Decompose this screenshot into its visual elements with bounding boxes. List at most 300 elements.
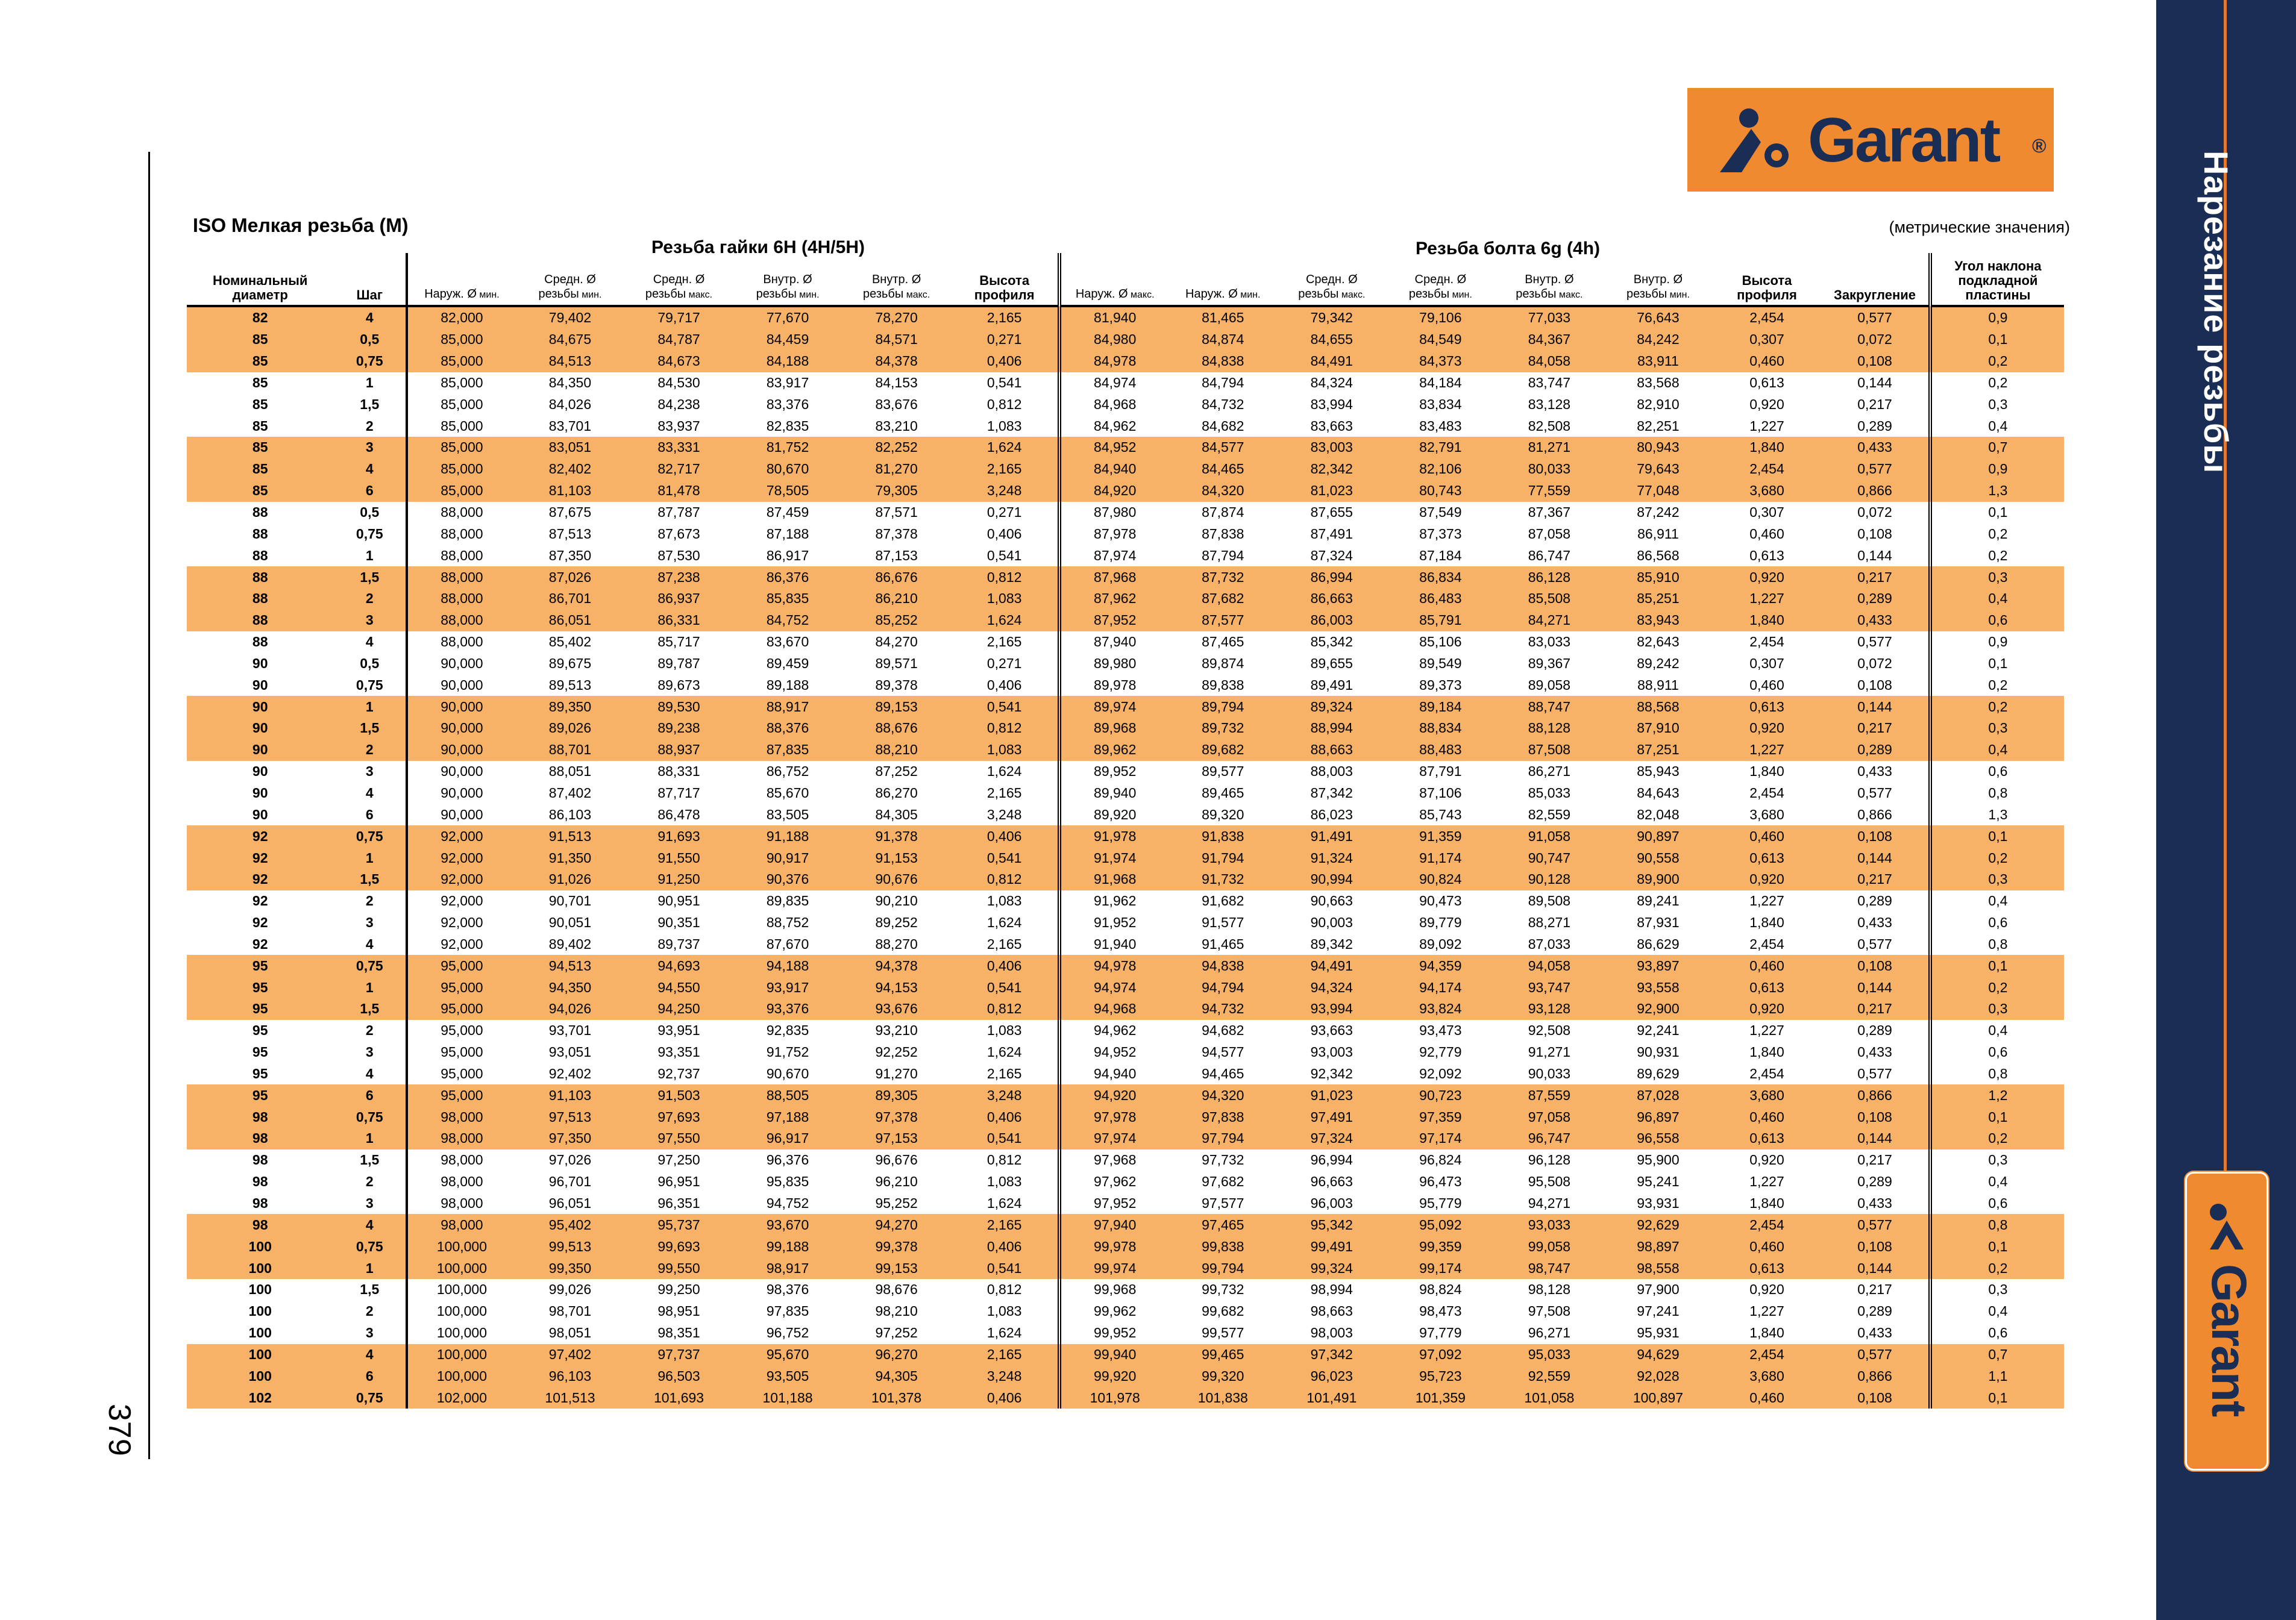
- column-header-text: подкладной: [1958, 273, 2038, 288]
- cell-value: 100,000: [407, 1236, 516, 1257]
- cell-value: 98,747: [1495, 1257, 1604, 1279]
- cell-value: 1,2: [1930, 1084, 2064, 1106]
- cell-value: 90,917: [733, 847, 842, 869]
- cell-value: 84,655: [1278, 329, 1387, 351]
- cell-value: 87,732: [1168, 566, 1278, 588]
- cell-pitch: 4: [333, 1344, 407, 1366]
- cell-value: 91,465: [1202, 936, 1244, 952]
- cell-value: 93,676: [842, 998, 951, 1020]
- cell-value: 98,994: [1310, 1281, 1353, 1298]
- cell-value: 90,670: [766, 1065, 809, 1081]
- cell-value: 95,508: [1528, 1174, 1571, 1190]
- cell-value: 0,433: [1857, 915, 1892, 931]
- cell-value: 0,4: [1930, 1171, 2064, 1193]
- cell-diameter: 100: [187, 1257, 333, 1279]
- cell-value: 1,624: [986, 1325, 1022, 1341]
- cell-value: 96,473: [1419, 1174, 1462, 1190]
- cell-value: 0,108: [1857, 677, 1892, 693]
- cell-value: 0,3: [1930, 566, 2064, 588]
- cell-value: 87,530: [657, 547, 700, 563]
- cell-value: 88,000: [407, 545, 516, 566]
- cell-value: 0,577: [1821, 306, 1930, 329]
- cell-value: 89,184: [1386, 696, 1495, 718]
- cell-value: 97,779: [1419, 1325, 1462, 1341]
- cell-value: 91,188: [733, 825, 842, 847]
- cell-value: 91,324: [1278, 847, 1387, 869]
- column-header-text: Угол наклона: [1954, 258, 2042, 274]
- cell-value: 87,791: [1419, 763, 1462, 780]
- cell-value: 89,513: [548, 677, 592, 693]
- cell-value: 94,250: [624, 998, 733, 1020]
- cell-value: 0,460: [1713, 1236, 1822, 1257]
- cell-value: 0,866: [1821, 1084, 1930, 1106]
- table-row: [187, 458, 2064, 480]
- table-row: [187, 1322, 2064, 1344]
- cell-value: 91,491: [1278, 825, 1387, 847]
- cell-value: 94,968: [1059, 998, 1168, 1020]
- table-row: [187, 869, 2064, 890]
- cell-value: 84,549: [1386, 329, 1495, 351]
- cell-value: 0,217: [1821, 869, 1930, 890]
- cell-diameter: 90: [187, 739, 333, 761]
- cell-value: 94,270: [842, 1214, 951, 1236]
- cell-value: 85,033: [1528, 784, 1571, 801]
- cell-value: 93,210: [875, 1022, 918, 1039]
- cell-value: 86,911: [1637, 525, 1679, 542]
- column-header-text: Средн. Ø: [1414, 273, 1467, 286]
- cell-diameter: 100: [248, 1281, 272, 1298]
- cell-value: 96,917: [733, 1128, 842, 1149]
- cell-value: 0,920: [1749, 1281, 1784, 1298]
- cell-value: 99,026: [548, 1281, 592, 1298]
- cell-value: 0,2: [1930, 674, 2064, 696]
- cell-value: 97,962: [1059, 1171, 1168, 1193]
- cell-value: 92,252: [875, 1044, 918, 1060]
- cell-value: 0,866: [1821, 1365, 1930, 1387]
- cell-value: 85,743: [1419, 806, 1462, 822]
- cell-diameter: 85: [187, 437, 333, 458]
- cell-value: 84,305: [875, 806, 918, 822]
- table-row: [187, 306, 2064, 329]
- cell-value: 0,866: [1821, 480, 1930, 502]
- cell-value: 86,568: [1637, 547, 1680, 563]
- cell-value: 94,794: [1168, 977, 1278, 998]
- cell-value: 91,250: [624, 869, 733, 890]
- cell-value: 94,962: [1059, 1020, 1168, 1042]
- cell-value: 83,128: [1528, 396, 1571, 412]
- cell-value: 0,6: [1930, 610, 2064, 631]
- cell-value: 99,940: [1059, 1344, 1168, 1366]
- cell-value: 0,3: [1930, 1279, 2064, 1301]
- cell-value: 85,000: [407, 415, 516, 437]
- cell-value: 0,2: [1930, 1128, 2064, 1149]
- cell-value: 89,673: [657, 677, 700, 693]
- cell-value: 97,732: [1202, 1152, 1244, 1168]
- cell-value: 2,454: [1749, 1065, 1784, 1081]
- cell-diameter: 85: [187, 458, 333, 480]
- cell-value: 91,271: [1528, 1044, 1571, 1060]
- cell-value: 95,670: [733, 1344, 842, 1366]
- cell-value: 81,465: [1168, 306, 1278, 329]
- cell-value: 0,307: [1749, 504, 1784, 521]
- table-row: [187, 351, 2064, 372]
- cell-value: 94,952: [1059, 1042, 1168, 1063]
- cell-value: 95,033: [1495, 1344, 1604, 1366]
- cell-value: 87,188: [766, 525, 809, 542]
- cell-value: 1,227: [1749, 418, 1784, 434]
- cell-value: 83,937: [657, 418, 700, 434]
- cell-value: 89,549: [1419, 655, 1462, 671]
- column-header: [1059, 253, 1168, 306]
- cell-value: 84,184: [1419, 374, 1462, 390]
- cell-value: 77,670: [733, 306, 842, 329]
- cell-value: 84,794: [1202, 374, 1244, 390]
- cell-value: 87,459: [766, 504, 809, 521]
- cell-pitch: 6: [333, 1365, 407, 1387]
- cell-value: 97,550: [624, 1128, 733, 1149]
- cell-value: 87,794: [1202, 547, 1244, 563]
- cell-value: 1,624: [986, 1044, 1022, 1060]
- cell-value: 80,943: [1604, 437, 1713, 458]
- cell-value: 0,144: [1857, 374, 1892, 390]
- cell-pitch: 4: [365, 936, 374, 952]
- cell-value: 79,402: [516, 306, 625, 329]
- cell-value: 96,897: [1604, 1106, 1713, 1128]
- cell-value: 83,917: [766, 374, 809, 390]
- cell-value: 0,460: [1749, 525, 1784, 542]
- cell-value: 81,271: [1495, 437, 1604, 458]
- cell-value: 86,701: [516, 588, 625, 610]
- cell-value: 84,577: [1168, 437, 1278, 458]
- cell-value: 0,144: [1821, 847, 1930, 869]
- cell-value: 0,577: [1857, 784, 1892, 801]
- cell-value: 84,242: [1604, 329, 1713, 351]
- cell-value: 87,910: [1604, 718, 1713, 739]
- cell-value: 97,241: [1637, 1303, 1680, 1319]
- cell-value: 99,491: [1278, 1236, 1387, 1257]
- table-row: [187, 372, 2064, 394]
- column-header-text: мин.: [1449, 290, 1472, 300]
- cell-value: 1,624: [951, 437, 1060, 458]
- cell-value: 0,406: [951, 1236, 1060, 1257]
- cell-value: 0,433: [1857, 1044, 1892, 1060]
- table-row: [187, 610, 2064, 631]
- cell-value: 80,743: [1386, 480, 1495, 502]
- cell-value: 94,550: [624, 977, 733, 998]
- cell-pitch: 1: [365, 547, 374, 563]
- cell-value: 0,577: [1857, 936, 1892, 952]
- cell-pitch: 4: [333, 306, 407, 329]
- cell-value: 88,376: [733, 718, 842, 739]
- cell-value: 95,092: [1386, 1214, 1495, 1236]
- cell-value: 84,571: [842, 329, 951, 351]
- table-row: [187, 631, 2064, 653]
- cell-value: 80,033: [1495, 458, 1604, 480]
- table-body: [187, 306, 2064, 1409]
- cell-pitch: 0,75: [333, 1236, 407, 1257]
- cell-diameter: 98: [187, 1106, 333, 1128]
- cell-value: 0,9: [1930, 458, 2064, 480]
- column-header: [1821, 253, 1930, 306]
- cell-value: 99,838: [1168, 1236, 1278, 1257]
- cell-value: 0,2: [1930, 847, 2064, 869]
- table-row: [187, 1063, 2064, 1085]
- cell-value: 96,558: [1604, 1128, 1713, 1149]
- cell-value: 91,174: [1386, 847, 1495, 869]
- cell-value: 99,513: [516, 1236, 625, 1257]
- cell-value: 0,433: [1857, 1325, 1892, 1341]
- cell-value: 0,8: [1930, 933, 2064, 955]
- cell-value: 0,433: [1857, 1195, 1892, 1212]
- cell-value: 89,491: [1310, 677, 1353, 693]
- cell-value: 93,931: [1637, 1195, 1680, 1212]
- cell-value: 91,270: [875, 1065, 918, 1081]
- cell-pitch: 1,5: [360, 1152, 380, 1168]
- cell-value: 99,058: [1495, 1236, 1604, 1257]
- cell-value: 92,028: [1604, 1365, 1713, 1387]
- cell-value: 85,943: [1637, 763, 1680, 780]
- cell-value: 79,717: [624, 306, 733, 329]
- cell-value: 97,940: [1059, 1214, 1168, 1236]
- cell-value: 86,210: [842, 588, 951, 610]
- cell-value: 85,000: [407, 458, 516, 480]
- cell-value: 90,351: [657, 915, 700, 931]
- cell-value: 0,577: [1821, 1344, 1930, 1366]
- column-header: [733, 253, 842, 306]
- cell-value: 89,940: [1059, 783, 1168, 804]
- table-row: [187, 545, 2064, 566]
- column-header-text: Внутр. Ø: [763, 273, 812, 286]
- cell-diameter: 98: [252, 1195, 268, 1212]
- cell-value: 97,974: [1059, 1128, 1168, 1149]
- cell-value: 1,227: [1713, 739, 1822, 761]
- cell-value: 97,378: [842, 1106, 951, 1128]
- garant-mark-icon: [2206, 1192, 2247, 1252]
- cell-value: 101,188: [733, 1387, 842, 1409]
- cell-value: 99,682: [1202, 1303, 1244, 1319]
- cell-value: 83,051: [516, 437, 625, 458]
- cell-value: 85,717: [657, 634, 700, 650]
- cell-value: 86,478: [657, 806, 700, 822]
- column-header-text: Средн. Ø: [1305, 273, 1358, 286]
- cell-value: 86,752: [766, 763, 809, 780]
- cell-diameter: 85: [187, 329, 333, 351]
- cell-value: 1,083: [986, 1174, 1022, 1190]
- cell-value: 93,994: [1278, 998, 1387, 1020]
- cell-value: 86,917: [766, 547, 809, 563]
- cell-value: 96,503: [624, 1365, 733, 1387]
- cell-value: 79,305: [842, 480, 951, 502]
- cell-diameter: 98: [252, 1174, 268, 1190]
- column-header-text: Средн. Ø: [653, 273, 705, 286]
- cell-value: 89,241: [1637, 893, 1680, 909]
- cell-value: 84,940: [1059, 458, 1168, 480]
- column-header: [333, 253, 407, 306]
- cell-value: 79,643: [1604, 458, 1713, 480]
- sidebar-title: Нарезание резьбы: [2197, 151, 2235, 474]
- cell-value: 97,508: [1528, 1303, 1571, 1319]
- cell-diameter: 88: [187, 566, 333, 588]
- cell-value: 97,900: [1637, 1281, 1680, 1298]
- cell-value: 87,874: [1202, 504, 1244, 521]
- cell-value: 0,108: [1821, 955, 1930, 977]
- cell-value: 98,000: [407, 1128, 516, 1149]
- cell-value: 97,978: [1059, 1106, 1168, 1128]
- cell-value: 0,3: [1930, 393, 2064, 415]
- cell-value: 0,217: [1821, 566, 1930, 588]
- table-row: [187, 1387, 2064, 1409]
- table-row: [187, 1279, 2064, 1301]
- cell-value: 93,701: [548, 1022, 592, 1039]
- cell-value: 90,931: [1637, 1044, 1680, 1060]
- cell-value: 0,9: [1930, 306, 2064, 329]
- cell-value: 0,1: [1930, 329, 2064, 351]
- cell-value: 82,251: [1637, 418, 1680, 434]
- cell-value: 89,508: [1528, 893, 1571, 909]
- cell-value: 98,003: [1310, 1325, 1353, 1341]
- cell-pitch: 0,5: [360, 504, 380, 521]
- cell-value: 84,675: [516, 329, 625, 351]
- cell-value: 2,454: [1749, 936, 1784, 952]
- cell-value: 0,406: [986, 677, 1022, 693]
- cell-diameter: 100: [187, 1236, 333, 1257]
- cell-value: 90,003: [1310, 915, 1353, 931]
- cell-value: 89,459: [766, 655, 809, 671]
- cell-value: 87,491: [1310, 525, 1353, 542]
- cell-value: 89,978: [1059, 674, 1168, 696]
- cell-value: 89,779: [1419, 915, 1462, 931]
- cell-value: 86,103: [548, 806, 592, 822]
- cell-value: 94,513: [516, 955, 625, 977]
- cell-value: 85,000: [407, 329, 516, 351]
- cell-value: 95,835: [766, 1174, 809, 1190]
- table-row: [187, 437, 2064, 458]
- cell-value: 89,737: [657, 936, 700, 952]
- cell-value: 89,238: [624, 718, 733, 739]
- cell-value: 95,931: [1637, 1325, 1680, 1341]
- cell-value: 90,128: [1495, 869, 1604, 890]
- cell-value: 94,752: [766, 1195, 809, 1212]
- cell-value: 83,670: [766, 634, 809, 650]
- cell-diameter: 92: [252, 915, 268, 931]
- cell-value: 87,033: [1528, 936, 1571, 952]
- cell-diameter: 95: [252, 1044, 268, 1060]
- cell-value: 84,962: [1059, 415, 1168, 437]
- table-row: [187, 1344, 2064, 1366]
- cell-value: 87,682: [1168, 588, 1278, 610]
- cell-value: 0,406: [951, 955, 1060, 977]
- table-row: [187, 502, 2064, 524]
- cell-value: 84,978: [1059, 351, 1168, 372]
- cell-value: 90,676: [842, 869, 951, 890]
- cell-value: 91,350: [516, 847, 625, 869]
- cell-value: 82,000: [407, 306, 516, 329]
- cell-value: 92,000: [407, 912, 516, 934]
- cell-value: 88,917: [733, 696, 842, 718]
- cell-value: 87,342: [1310, 784, 1353, 801]
- cell-value: 0,6: [1930, 912, 2064, 934]
- cell-pitch: 0,75: [333, 1106, 407, 1128]
- cell-value: 87,940: [1059, 631, 1168, 653]
- column-header-text: Номинальный: [212, 273, 308, 288]
- table-row: [187, 933, 2064, 955]
- table-row: [187, 912, 2064, 934]
- cell-pitch: 1,5: [333, 718, 407, 739]
- cell-value: 98,128: [1528, 1281, 1571, 1298]
- cell-value: 99,153: [842, 1257, 951, 1279]
- cell-pitch: 0,5: [333, 329, 407, 351]
- cell-value: 77,559: [1495, 480, 1604, 502]
- cell-value: 94,350: [516, 977, 625, 998]
- cell-value: 0,108: [1857, 525, 1892, 542]
- cell-value: 1,624: [986, 763, 1022, 780]
- table-row: [187, 847, 2064, 869]
- cell-value: 92,000: [407, 847, 516, 869]
- cell-value: 98,000: [407, 1193, 516, 1215]
- cell-value: 85,000: [407, 437, 516, 458]
- cell-value: 1,624: [986, 915, 1022, 931]
- cell-value: 83,505: [766, 806, 809, 822]
- cell-value: 0,108: [1821, 825, 1930, 847]
- cell-value: 94,974: [1059, 977, 1168, 998]
- cell-value: 0,6: [1930, 1042, 2064, 1063]
- cell-value: 0,3: [1930, 718, 2064, 739]
- cell-value: 0,6: [1930, 761, 2064, 783]
- cell-value: 97,577: [1202, 1195, 1244, 1212]
- cell-value: 97,359: [1386, 1106, 1495, 1128]
- column-header: [407, 253, 516, 306]
- cell-value: 94,732: [1168, 998, 1278, 1020]
- table-row: [187, 1128, 2064, 1149]
- cell-value: 77,033: [1495, 306, 1604, 329]
- cell-value: 84,673: [624, 351, 733, 372]
- cell-value: 95,000: [407, 955, 516, 977]
- cell-value: 91,023: [1278, 1084, 1387, 1106]
- cell-value: 1,083: [986, 893, 1022, 909]
- cell-value: 91,794: [1168, 847, 1278, 869]
- cell-value: 96,951: [657, 1174, 700, 1190]
- cell-value: 0,3: [1930, 869, 2064, 890]
- cell-value: 95,000: [407, 1042, 516, 1063]
- cell-diameter: 92: [252, 893, 268, 909]
- cell-value: 93,351: [657, 1044, 700, 1060]
- cell-pitch: 3: [333, 610, 407, 631]
- table-row: [187, 825, 2064, 847]
- cell-value: 0,812: [951, 998, 1060, 1020]
- cell-value: 1,3: [1930, 804, 2064, 825]
- cell-value: 93,824: [1386, 998, 1495, 1020]
- cell-value: 89,794: [1168, 696, 1278, 718]
- cell-value: 88,568: [1604, 696, 1713, 718]
- cell-value: 92,900: [1604, 998, 1713, 1020]
- cell-value: 98,000: [407, 1106, 516, 1128]
- column-header-text: Внутр. Ø: [1633, 273, 1683, 286]
- cell-value: 101,491: [1278, 1387, 1387, 1409]
- cell-diameter: 100: [187, 1365, 333, 1387]
- cell-value: 84,058: [1495, 351, 1604, 372]
- cell-value: 89,571: [875, 655, 918, 671]
- cell-value: 97,513: [516, 1106, 625, 1128]
- cell-value: 78,270: [842, 306, 951, 329]
- cell-value: 87,673: [657, 525, 700, 542]
- cell-value: 87,058: [1528, 525, 1571, 542]
- cell-value: 0,406: [951, 1387, 1060, 1409]
- column-header-text: профиля: [974, 287, 1035, 302]
- cell-value: 0,307: [1713, 329, 1822, 351]
- cell-value: 94,174: [1386, 977, 1495, 998]
- cell-value: 84,491: [1278, 351, 1387, 372]
- cell-value: 0,289: [1857, 418, 1892, 434]
